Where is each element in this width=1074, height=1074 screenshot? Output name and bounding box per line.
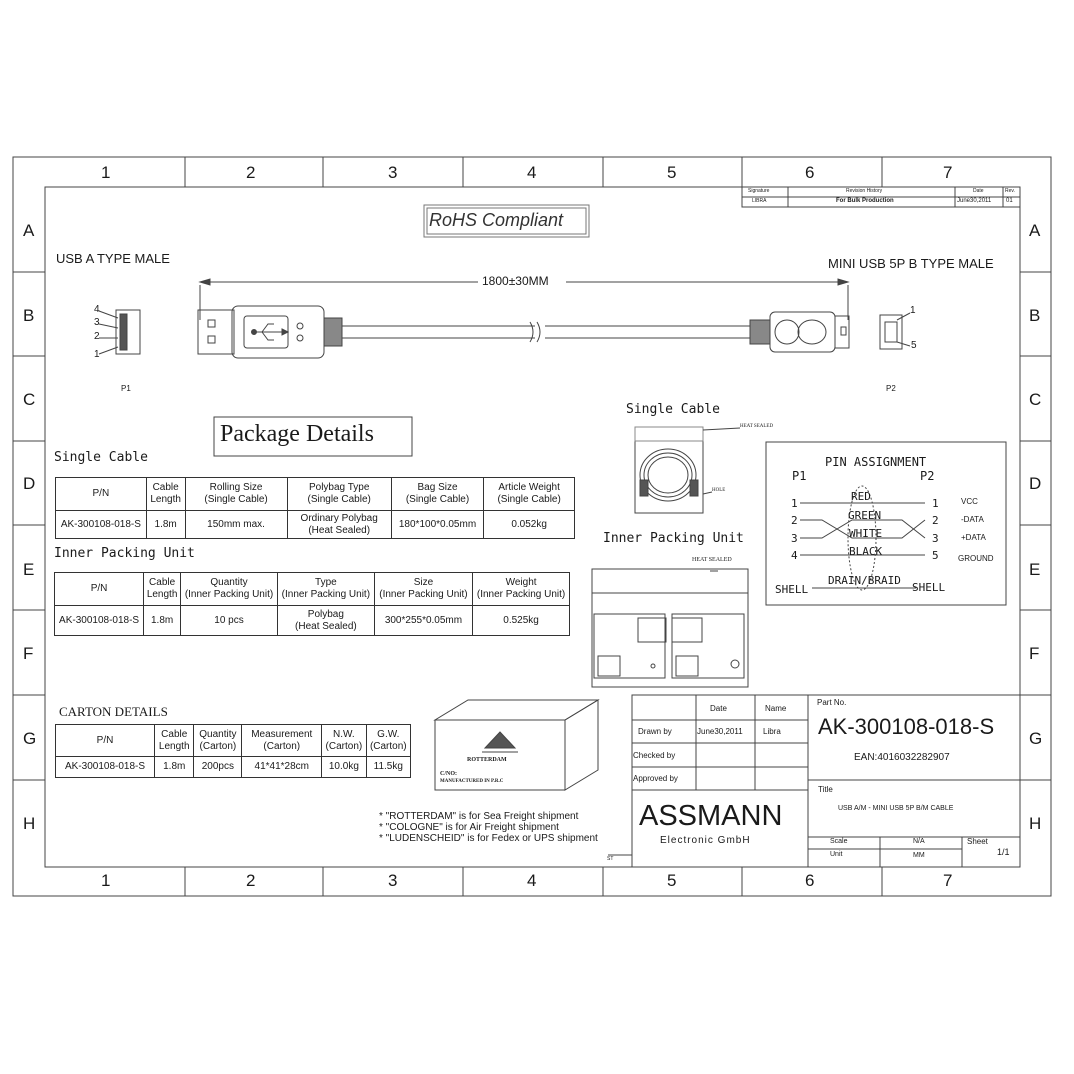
pin-right-3: 3 [932,532,939,545]
grid-col-6-top: 6 [805,163,815,182]
iu-h4: Size (Inner Packing Unit) [374,573,472,606]
wire-black: BLACK [849,545,883,558]
ct-c4: 10.0kg [322,757,366,778]
tb-unit-label: Unit [830,851,843,858]
mini-usb-face [880,313,910,349]
wire-red: RED [851,490,871,503]
usb-a-pin-3: 3 [94,317,100,328]
ct-c2: 200pcs [194,757,242,778]
rev-description: For Bulk Production [836,198,894,204]
grid-row-B-left: B [23,306,35,325]
tb-drawn-label: Drawn by [638,727,672,736]
iu-c5: 0.525kg [473,606,570,636]
mini-pin-1: 1 [910,305,916,316]
grid-col-7-bottom: 7 [943,871,953,890]
package-details-title: Package Details [220,421,374,447]
tb-title-label: Title [818,785,833,794]
rev-history-label: Revision History [846,188,883,194]
pin-right-2: 2 [932,514,939,527]
usb-a-plug [198,306,750,358]
sc-h2: Rolling Size (Single Cable) [185,478,287,511]
tb-partno-label: Part No. [817,698,847,707]
drawing-title: USB A/M - MINI USB 5P B/M CABLE [838,805,954,812]
usb-a-pin-2: 2 [94,331,100,342]
inner-heat-label: HEAT SEALED [692,557,732,563]
pin-p2-label: P2 [920,469,935,483]
grid-col-5-top: 5 [667,163,677,182]
tb-unit-value: MM [913,852,925,859]
wire-green: GREEN [848,509,882,522]
tb-st-label: ST [607,856,614,862]
grid-row-A-right: A [1029,221,1041,240]
single-cable-table [55,477,575,539]
carton-cno: C/NO: [440,771,457,777]
iu-h5: Weight (Inner Packing Unit) [473,573,570,606]
tb-scale-label: Scale [830,838,848,845]
grid-row-C-right: C [1029,390,1042,409]
wire-white: WHITE [849,527,883,540]
ct-h1: Cable Length [155,725,194,757]
part-number: AK-300108-018-S [818,714,995,739]
ct-h5: G.W. (Carton) [366,725,410,757]
grid-row-B-right: B [1029,306,1041,325]
grid-col-2-top: 2 [246,163,256,182]
cable-length: 1800±30MM [482,274,549,288]
shell-left: SHELL [775,583,809,596]
sc-c5: 0.052kg [484,511,575,539]
ct-h3: Measurement (Carton) [242,725,322,757]
iu-h2: Quantity (Inner Packing Unit) [181,573,278,606]
grid-col-7-top: 7 [943,163,953,182]
tb-name-label: Name [765,704,787,713]
single-cable-figure [635,427,740,513]
inner-unit-title: Inner Packing Unit [54,546,195,561]
grid-row-G-right: G [1029,729,1043,748]
iu-c2: 10 pcs [181,606,278,636]
tb-approved-label: Approved by [633,774,678,783]
iu-c0: AK-300108-018-S [55,606,144,636]
company-name: ASSMANN [639,800,783,832]
ct-c1: 1.8m [155,757,194,778]
grid-col-6-bottom: 6 [805,871,815,890]
sc-h1: Cable Length [146,478,185,511]
iu-h3: Type (Inner Packing Unit) [277,573,374,606]
carton-table [55,724,411,778]
single-cable-heat-label: HEAT SEALED [740,424,774,429]
usb-a-face [99,310,140,354]
shipping-note-2: * "COLOGNE" is for Air Freight shipment [379,822,559,833]
pin-p1-label: P1 [792,469,807,483]
mini-usb-label: MINI USB 5P B TYPE MALE [828,256,994,271]
rev-signature-label: Signature [748,188,770,194]
tb-date-label: Date [710,704,727,713]
grid-row-C-left: C [23,390,36,409]
sc-h3: Polybag Type (Single Cable) [287,478,391,511]
grid-col-2-bottom: 2 [246,871,256,890]
ct-h2: Quantity (Carton) [194,725,242,757]
inner-unit-table [54,572,570,636]
ean-code: EAN:4016032282907 [854,752,950,763]
pin-left-3: 3 [791,532,798,545]
rohs-label: RoHS Compliant [429,210,564,230]
single-cable-hole-label: HOLE [712,488,726,493]
carton-box-drawing [435,700,598,790]
pin-right-1: 1 [932,497,939,510]
pin-left-4: 4 [791,549,798,562]
tb-scale-value: N/A [913,838,925,845]
rev-signature: LIBRA [752,198,767,204]
grid-row-A-left: A [23,221,35,240]
grid-col-3-bottom: 3 [388,871,398,890]
ct-c3: 41*41*28cm [242,757,322,778]
single-cable-title: Single Cable [54,450,148,465]
p2-label: P2 [886,384,896,393]
iu-h1: Cable Length [144,573,181,606]
sc-h5: Article Weight (Single Cable) [484,478,575,511]
sc-c4: 180*100*0.05mm [391,511,484,539]
sc-c2: 150mm max. [185,511,287,539]
shipping-note-3: * "LUDENSCHEID" is for Fedex or UPS shipment [379,833,598,844]
carton-made: MANUFACTURED IN P.R.C [440,779,504,784]
signal-vcc: VCC [961,497,978,506]
pin-left-2: 2 [791,514,798,527]
ct-h0: P/N [56,725,155,757]
company-sub: Electronic GmbH [660,835,751,846]
signal-data-plus: +DATA [961,533,986,542]
pin-right-5: 5 [932,549,939,562]
tb-drawn-date: June30,2011 [697,727,743,736]
carton-city: ROTTERDAM [467,757,507,763]
signal-ground: GROUND [958,554,994,563]
grid-row-H-left: H [23,814,36,833]
usb-a-pin-1: 1 [94,349,100,360]
sc-c0: AK-300108-018-S [56,511,147,539]
shipping-note-1: * "ROTTERDAM" is for Sea Freight shipment [379,811,579,822]
sc-c1: 1.8m [146,511,185,539]
rev-date-label: Date [973,188,984,194]
grid-col-1-top: 1 [101,163,111,182]
rev-date: June30,2011 [957,198,992,204]
grid-col-4-top: 4 [527,163,537,182]
grid-row-G-left: G [23,729,37,748]
drain-braid: DRAIN/BRAID [828,574,901,587]
grid-col-1-bottom: 1 [101,871,111,890]
ct-h4: N.W. (Carton) [322,725,366,757]
iu-c1: 1.8m [144,606,181,636]
pin-left-1: 1 [791,497,798,510]
grid-row-E-right: E [1029,560,1041,579]
grid-row-F-left: F [23,644,34,663]
tb-drawn-name: Libra [763,727,781,736]
mini-usb-plug [750,312,849,352]
p1-label: P1 [121,384,131,393]
sc-h0: P/N [56,478,147,511]
iu-c4: 300*255*0.05mm [374,606,472,636]
tb-sheet-label: Sheet [967,837,988,846]
shell-right: SHELL [912,581,946,594]
grid-col-4-bottom: 4 [527,871,537,890]
single-cable-figure-title: Single Cable [626,402,720,417]
grid-row-D-left: D [23,474,36,493]
sc-c3: Ordinary Polybag (Heat Sealed) [287,511,391,539]
grid-row-E-left: E [23,560,35,579]
grid-col-3-top: 3 [388,163,398,182]
grid-col-5-bottom: 5 [667,871,677,890]
usb-a-label: USB A TYPE MALE [56,251,170,266]
ct-c5: 11.5kg [366,757,410,778]
tb-checked-label: Checked by [633,751,676,760]
usb-a-pin-4: 4 [94,304,100,315]
grid-row-D-right: D [1029,474,1042,493]
ct-c0: AK-300108-018-S [56,757,155,778]
iu-h0: P/N [55,573,144,606]
pin-assignment-title: PIN ASSIGNMENT [825,455,927,469]
iu-c3: Polybag (Heat Sealed) [277,606,374,636]
sc-h4: Bag Size (Single Cable) [391,478,484,511]
tb-sheet-value: 1/1 [997,847,1010,857]
inner-figure-title: Inner Packing Unit [603,531,744,546]
grid-row-H-right: H [1029,814,1042,833]
rev-number: 01 [1006,198,1013,204]
mini-pin-5: 5 [911,340,917,351]
carton-title: CARTON DETAILS [59,704,168,719]
signal-data-minus: -DATA [961,515,984,524]
inner-packing-figure [592,569,748,687]
rev-rev-label: Rev. [1005,188,1015,194]
grid-row-F-right: F [1029,644,1040,663]
